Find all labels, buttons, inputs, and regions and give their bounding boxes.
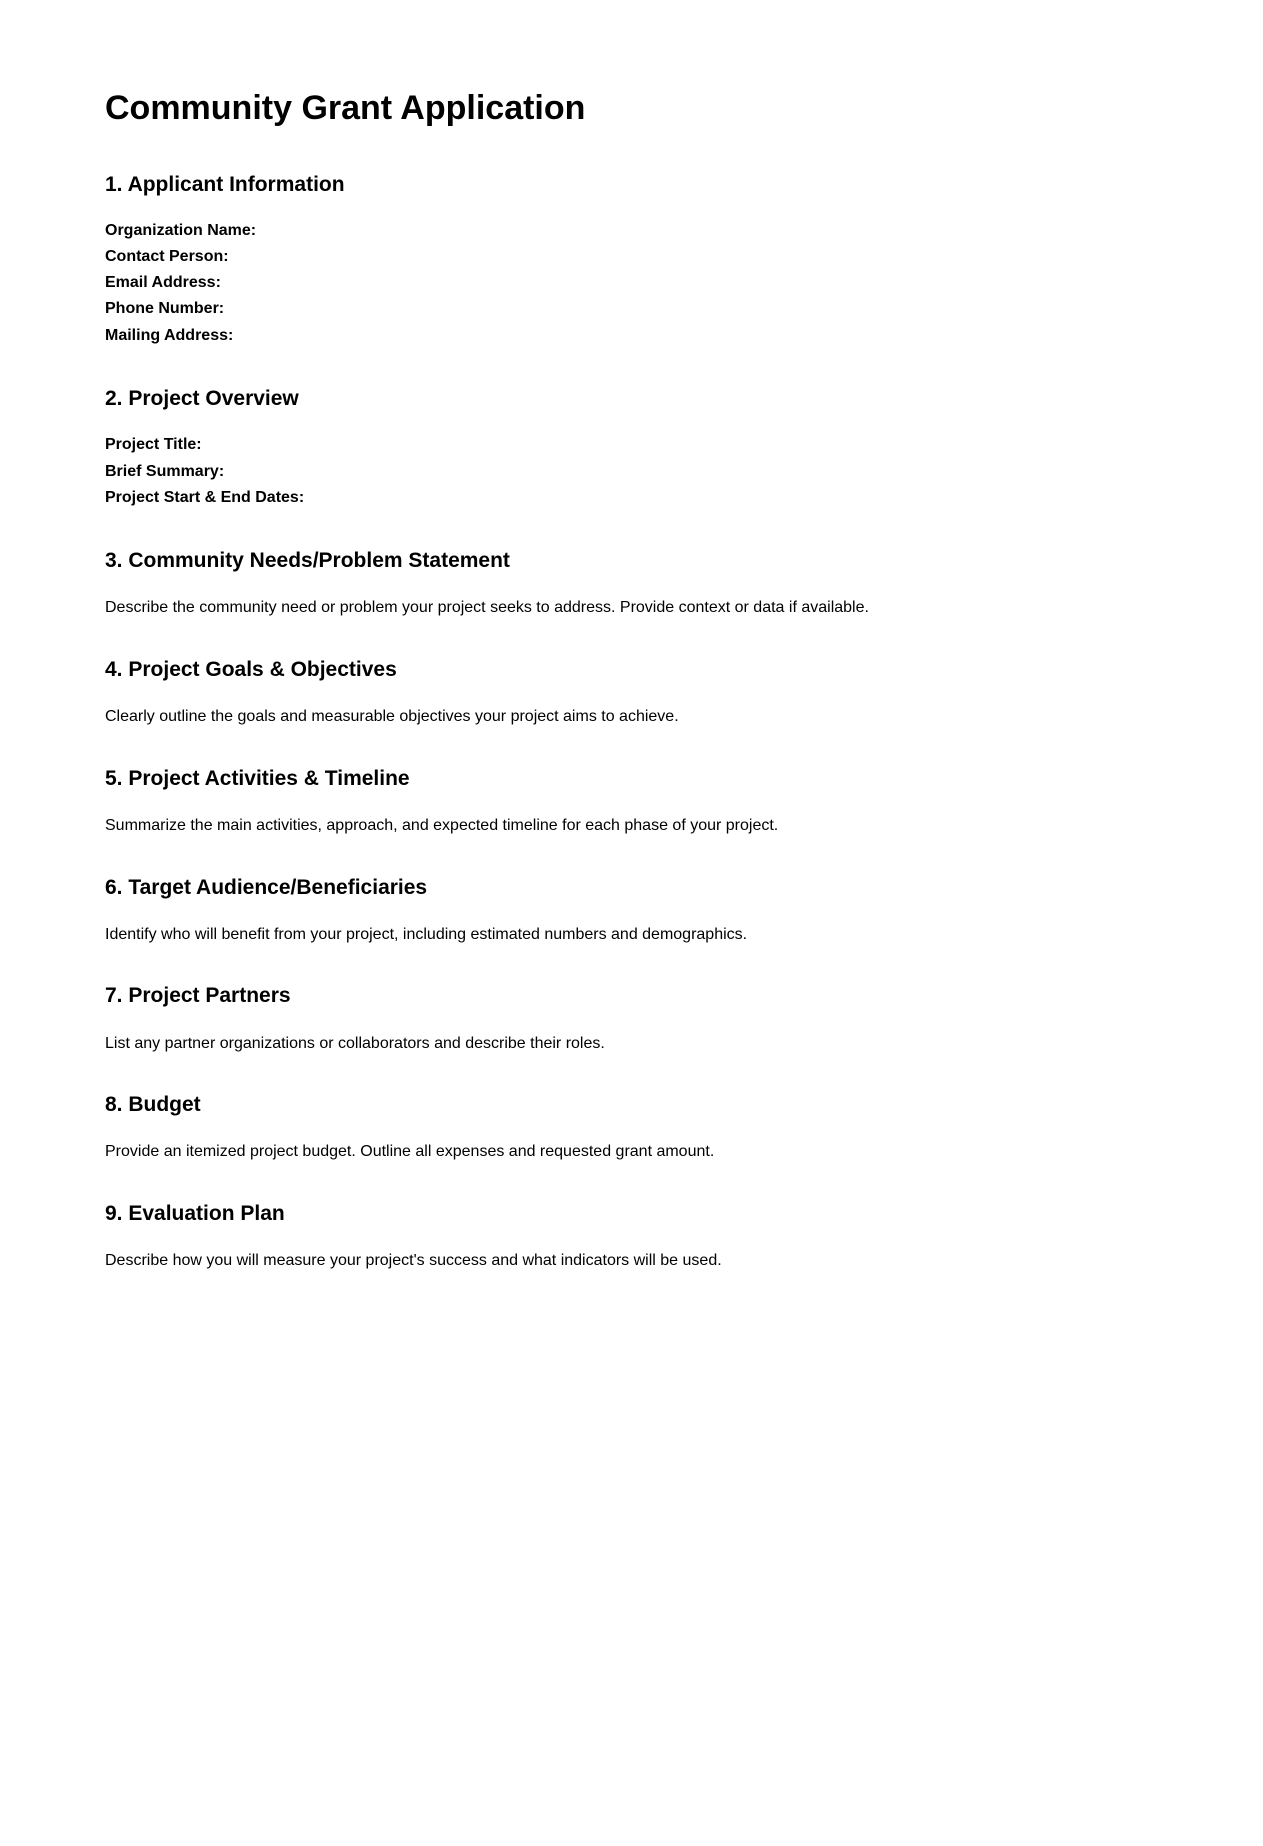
field-label-contact-person: Contact Person: <box>105 248 229 265</box>
section-heading-applicant-information: 1. Applicant Information <box>105 173 345 196</box>
section-description-community-needs: Describe the community need or problem your project seeks to address. Provide context or data if available. <box>105 599 869 616</box>
page-title: Community Grant Application <box>105 89 586 127</box>
field-label-mailing-address: Mailing Address: <box>105 327 234 344</box>
field-label-organization-name: Organization Name: <box>105 222 257 239</box>
section-description-budget: Provide an itemized project budget. Outline all expenses and requested grant amount. <box>105 1143 715 1160</box>
section-heading-budget: 8. Budget <box>105 1093 201 1116</box>
field-label-phone-number: Phone Number: <box>105 300 225 317</box>
section-heading-community-needs: 3. Community Needs/Problem Statement <box>105 549 510 572</box>
section-heading-target-audience: 6. Target Audience/Beneficiaries <box>105 876 428 899</box>
section-heading-project-partners: 7. Project Partners <box>105 984 291 1007</box>
field-label-email-address: Email Address: <box>105 274 221 291</box>
section-description-evaluation-plan: Describe how you will measure your project's success and what indicators will be used. <box>105 1252 722 1269</box>
section-description-target-audience: Identify who will benefit from your project, including estimated numbers and demographics. <box>105 926 748 943</box>
section-heading-evaluation-plan: 9. Evaluation Plan <box>105 1202 285 1225</box>
section-heading-project-overview: 2. Project Overview <box>105 387 299 410</box>
section-heading-goals-objectives: 4. Project Goals & Objectives <box>105 658 397 681</box>
section-description-goals-objectives: Clearly outline the goals and measurable objectives your project aims to achieve. <box>105 708 679 725</box>
field-label-project-title: Project Title: <box>105 436 202 453</box>
field-label-brief-summary: Brief Summary: <box>105 463 225 480</box>
section-description-activities-timeline: Summarize the main activities, approach, and expected timeline for each phase of your project. <box>105 817 779 834</box>
section-description-project-partners: List any partner organizations or collaborators and describe their roles. <box>105 1035 605 1052</box>
section-heading-activities-timeline: 5. Project Activities & Timeline <box>105 767 410 790</box>
field-label-project-dates: Project Start & End Dates: <box>105 489 305 506</box>
